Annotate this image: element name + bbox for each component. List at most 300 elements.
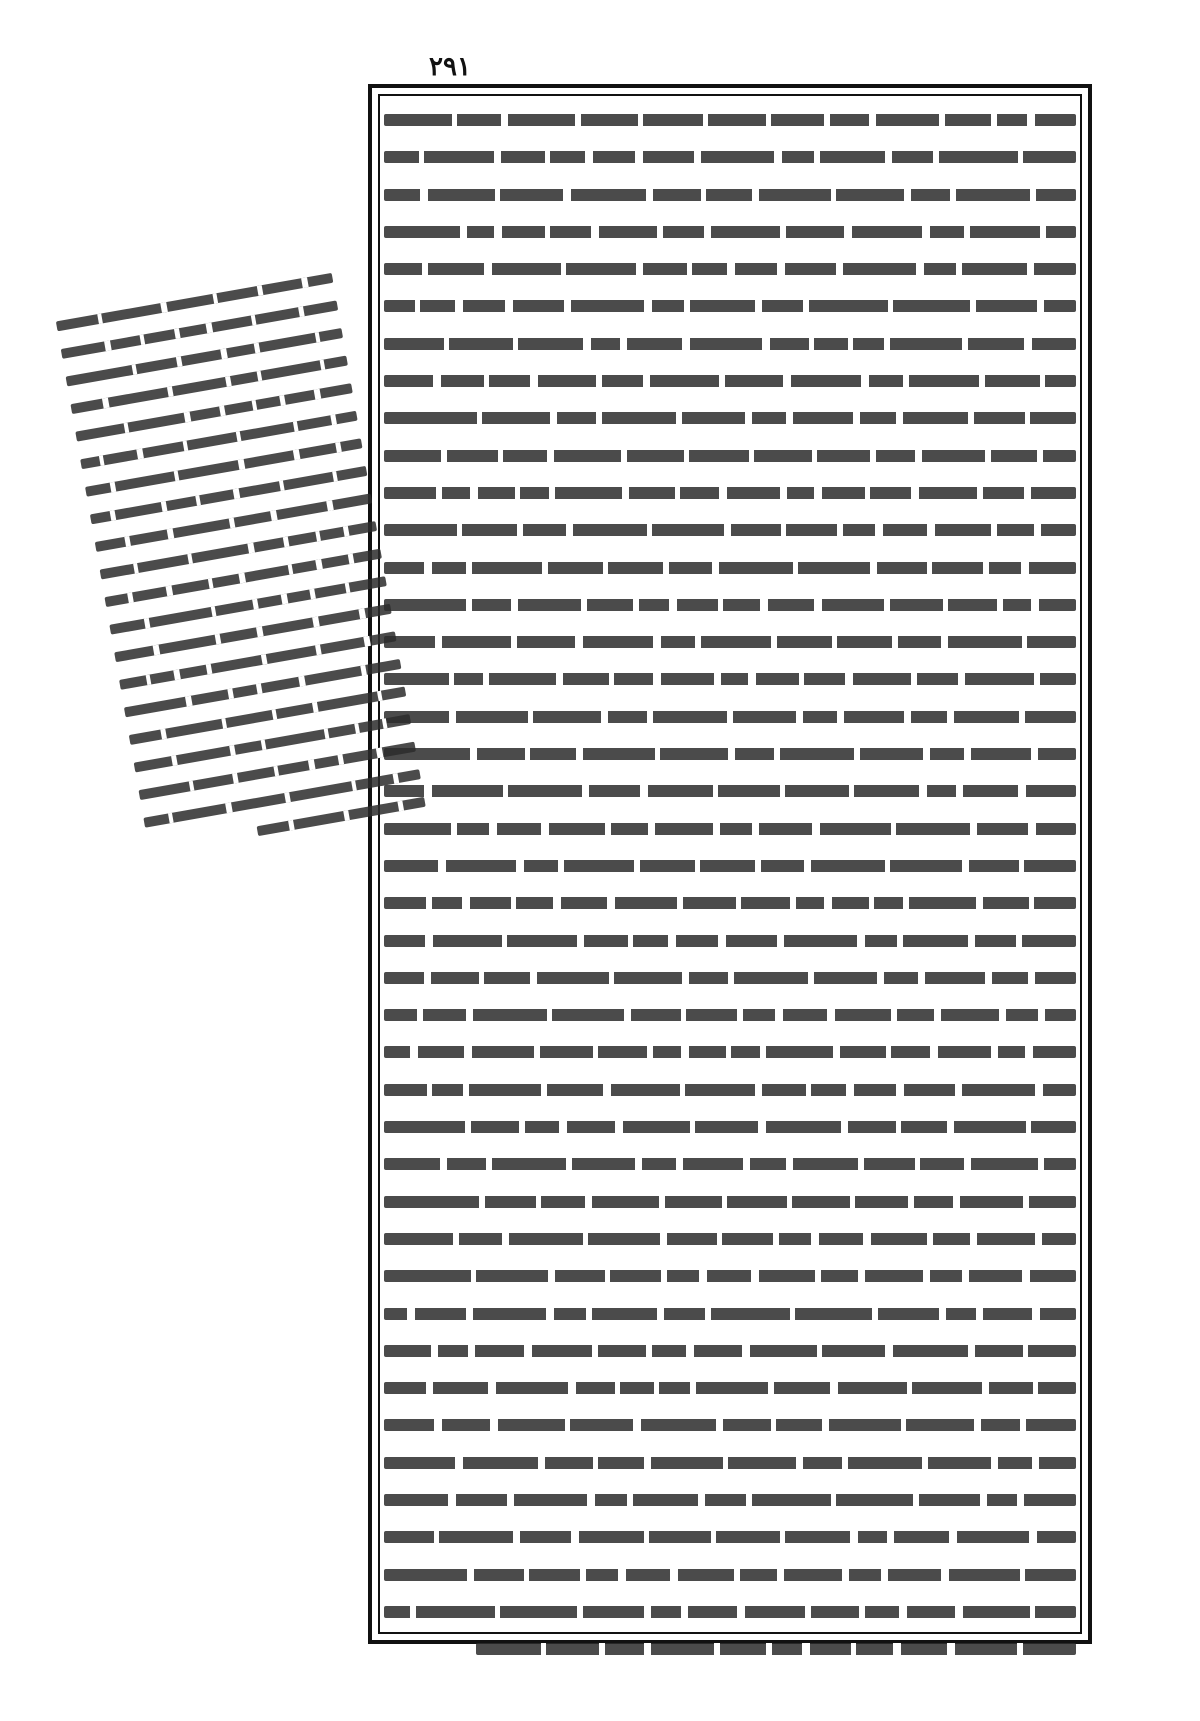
text-line-ink <box>384 785 1076 797</box>
word-gap <box>970 1233 977 1245</box>
word-gap <box>634 860 640 872</box>
word-gap <box>701 189 706 201</box>
word-gap <box>755 860 761 872</box>
word-gap <box>681 1009 686 1021</box>
word-gap <box>760 599 768 611</box>
word-gap <box>824 114 830 126</box>
word-gap <box>607 897 615 909</box>
word-gap <box>486 1158 492 1170</box>
word-gap <box>663 562 669 574</box>
word-gap <box>695 860 700 872</box>
word-gap <box>466 1308 473 1320</box>
word-gap <box>477 412 482 424</box>
word-gap <box>806 1084 811 1096</box>
text-line-ink <box>384 897 1076 909</box>
word-gap <box>548 1270 555 1282</box>
word-gap <box>892 636 898 648</box>
word-gap <box>460 226 467 238</box>
word-gap <box>897 935 903 947</box>
word-gap <box>947 711 954 723</box>
text-line <box>384 326 1076 363</box>
word-gap <box>908 1196 914 1208</box>
word-gap <box>964 226 970 238</box>
word-gap <box>638 114 643 126</box>
text-line-ink <box>384 1308 1076 1320</box>
word-gap <box>722 1196 727 1208</box>
word-gap <box>451 823 457 835</box>
word-gap <box>859 1606 865 1618</box>
word-gap <box>556 673 563 685</box>
word-gap <box>465 1121 471 1133</box>
word-gap <box>581 599 587 611</box>
word-gap <box>742 1345 750 1357</box>
word-gap <box>495 1606 500 1618</box>
word-gap <box>1026 1121 1031 1133</box>
word-gap <box>449 673 454 685</box>
word-gap <box>953 1196 960 1208</box>
word-gap <box>1020 1569 1025 1581</box>
word-gap <box>513 1531 520 1543</box>
word-gap <box>490 1419 498 1431</box>
word-gap <box>580 1569 586 1581</box>
word-gap <box>881 1569 888 1581</box>
word-gap <box>517 524 523 536</box>
word-gap <box>593 1046 598 1058</box>
word-gap <box>911 487 919 499</box>
word-gap <box>836 263 843 275</box>
word-gap <box>644 1531 649 1543</box>
word-gap <box>468 1345 475 1357</box>
word-gap <box>587 1494 595 1506</box>
word-gap <box>440 1158 447 1170</box>
word-gap <box>431 1345 438 1357</box>
word-gap <box>717 1233 722 1245</box>
text-line <box>384 1184 1076 1221</box>
text-line <box>384 550 1076 587</box>
word-gap <box>804 860 811 872</box>
word-gap <box>799 673 804 685</box>
word-gap <box>777 935 784 947</box>
word-gap <box>536 1196 541 1208</box>
word-gap <box>541 1084 547 1096</box>
word-gap <box>547 450 554 462</box>
word-gap <box>704 226 711 238</box>
word-gap <box>927 1233 933 1245</box>
word-gap <box>814 151 820 163</box>
word-gap <box>415 300 420 312</box>
word-gap <box>507 1494 514 1506</box>
word-gap <box>939 114 945 126</box>
word-gap <box>565 1419 570 1431</box>
word-gap <box>968 935 975 947</box>
word-gap <box>466 562 472 574</box>
word-gap <box>705 1308 711 1320</box>
word-gap <box>849 785 854 797</box>
word-gap <box>699 1270 707 1282</box>
text-line-ink <box>384 1569 1076 1581</box>
word-gap <box>1029 1531 1037 1543</box>
word-gap <box>420 189 428 201</box>
word-gap <box>644 1643 651 1655</box>
word-gap <box>676 1158 683 1170</box>
word-gap <box>915 450 922 462</box>
word-gap <box>654 1382 659 1394</box>
word-gap <box>903 897 909 909</box>
word-gap <box>1028 972 1035 984</box>
word-gap <box>726 1046 731 1058</box>
word-gap <box>711 1531 716 1543</box>
word-gap <box>582 785 589 797</box>
word-gap <box>647 711 653 723</box>
word-gap <box>558 860 564 872</box>
word-gap <box>549 487 555 499</box>
word-gap <box>865 487 870 499</box>
word-gap <box>997 599 1003 611</box>
word-gap <box>643 375 650 387</box>
word-gap <box>805 1606 811 1618</box>
text-line <box>384 1258 1076 1295</box>
word-gap <box>723 1457 728 1469</box>
word-gap <box>896 1084 904 1096</box>
word-gap <box>644 300 652 312</box>
word-gap <box>592 1345 598 1357</box>
word-gap <box>780 487 787 499</box>
word-gap <box>457 524 462 536</box>
word-gap <box>780 785 785 797</box>
word-gap <box>605 823 611 835</box>
word-gap <box>541 1643 546 1655</box>
word-gap <box>970 300 976 312</box>
word-gap <box>719 375 725 387</box>
word-gap <box>837 524 843 536</box>
word-gap <box>583 1233 588 1245</box>
word-gap <box>766 114 771 126</box>
text-line <box>384 1072 1076 1109</box>
word-gap <box>884 338 890 350</box>
word-gap <box>635 151 643 163</box>
word-gap <box>923 748 930 760</box>
word-gap <box>786 412 793 424</box>
word-gap <box>621 450 627 462</box>
word-gap <box>1031 748 1038 760</box>
word-gap <box>547 1009 552 1021</box>
text-line <box>384 811 1076 848</box>
word-gap <box>444 338 449 350</box>
text-line <box>384 1333 1076 1370</box>
word-gap <box>609 673 614 685</box>
word-gap <box>564 300 571 312</box>
word-gap <box>1017 1643 1023 1655</box>
word-gap <box>947 1643 955 1655</box>
text-line-ink <box>384 636 1076 648</box>
text-line-ink <box>384 1457 1076 1469</box>
word-gap <box>466 599 472 611</box>
word-gap <box>755 300 762 312</box>
word-gap <box>681 1606 688 1618</box>
word-gap <box>1024 338 1032 350</box>
word-gap <box>466 1009 473 1021</box>
word-gap <box>728 748 735 760</box>
text-line-ink <box>384 1494 1076 1506</box>
word-gap <box>541 823 549 835</box>
word-gap <box>1020 1419 1026 1431</box>
word-gap <box>484 263 492 275</box>
word-gap <box>774 748 780 760</box>
word-gap <box>668 935 676 947</box>
text-line-ink <box>384 189 1076 201</box>
text-line-ink <box>384 487 1076 499</box>
word-gap <box>714 1643 720 1655</box>
text-line <box>384 1296 1076 1333</box>
word-gap <box>844 226 852 238</box>
word-gap <box>787 1196 792 1208</box>
word-gap <box>513 338 518 350</box>
word-gap <box>991 1046 998 1058</box>
word-gap <box>503 785 508 797</box>
word-gap <box>657 226 663 238</box>
word-gap <box>762 338 770 350</box>
word-gap <box>1031 599 1039 611</box>
word-gap <box>814 487 822 499</box>
word-gap <box>837 711 844 723</box>
word-gap <box>690 1121 695 1133</box>
word-gap <box>419 151 424 163</box>
text-line-ink <box>384 1606 1076 1618</box>
word-gap <box>489 823 497 835</box>
word-gap <box>719 487 727 499</box>
word-gap <box>848 338 853 350</box>
word-gap <box>609 972 614 984</box>
word-gap <box>863 1233 871 1245</box>
text-line-ink <box>476 1643 1076 1655</box>
text-line <box>384 438 1076 475</box>
word-gap <box>680 1084 685 1096</box>
word-gap <box>603 1084 611 1096</box>
word-gap <box>976 897 983 909</box>
word-gap <box>985 972 992 984</box>
word-gap <box>991 524 997 536</box>
text-line <box>384 1370 1076 1407</box>
word-gap <box>774 151 782 163</box>
word-gap <box>831 1494 836 1506</box>
word-gap <box>659 1196 665 1208</box>
word-gap <box>484 375 489 387</box>
word-gap <box>933 151 939 163</box>
text-line-ink <box>384 599 1076 611</box>
word-gap <box>949 1531 957 1543</box>
word-gap <box>919 785 927 797</box>
word-gap <box>524 1569 529 1581</box>
word-gap <box>618 1569 626 1581</box>
word-gap <box>1034 673 1040 685</box>
word-gap <box>453 1233 459 1245</box>
word-gap <box>752 823 759 835</box>
word-gap <box>958 673 965 685</box>
word-gap <box>962 860 969 872</box>
text-line <box>384 102 1076 139</box>
word-gap <box>424 972 431 984</box>
word-gap <box>682 972 689 984</box>
word-gap <box>999 1009 1006 1021</box>
word-gap <box>553 897 561 909</box>
word-gap <box>542 562 548 574</box>
word-gap <box>424 562 432 574</box>
word-gap <box>716 1419 723 1431</box>
word-gap <box>968 1345 975 1357</box>
text-line <box>384 1482 1076 1519</box>
word-gap <box>737 1009 743 1021</box>
word-gap <box>983 562 989 574</box>
text-line <box>384 363 1076 400</box>
word-gap <box>869 114 876 126</box>
word-gap <box>781 524 786 536</box>
word-gap <box>511 897 516 909</box>
word-gap <box>857 935 865 947</box>
word-gap <box>991 1457 998 1469</box>
word-gap <box>830 1382 838 1394</box>
text-line <box>384 661 1076 698</box>
word-gap <box>1022 636 1027 648</box>
text-line-ink <box>384 226 1076 238</box>
word-gap <box>939 1308 946 1320</box>
word-gap <box>901 1419 906 1431</box>
word-gap <box>591 226 599 238</box>
word-gap <box>745 412 752 424</box>
word-gap <box>1035 1233 1042 1245</box>
word-gap <box>907 1382 912 1394</box>
word-gap <box>470 748 477 760</box>
word-gap <box>494 151 501 163</box>
word-gap <box>743 1158 750 1170</box>
word-gap <box>734 1569 740 1581</box>
word-gap <box>833 1046 840 1058</box>
word-gap <box>824 897 832 909</box>
word-gap <box>831 189 836 201</box>
word-gap <box>891 823 896 835</box>
word-gap <box>426 897 432 909</box>
text-line <box>384 1146 1076 1183</box>
word-gap <box>502 935 507 947</box>
word-gap <box>771 636 777 648</box>
word-gap <box>648 823 655 835</box>
text-line-ink <box>384 151 1076 163</box>
word-gap <box>786 1158 793 1170</box>
word-gap <box>780 226 786 238</box>
word-gap <box>694 151 701 163</box>
word-gap <box>771 1419 776 1431</box>
word-gap <box>660 1233 667 1245</box>
word-gap <box>550 412 557 424</box>
word-gap <box>1032 1308 1040 1320</box>
word-gap <box>516 860 524 872</box>
word-gap <box>653 636 661 648</box>
word-gap <box>713 785 718 797</box>
word-gap <box>796 1457 803 1469</box>
text-line <box>384 288 1076 325</box>
word-gap <box>968 412 974 424</box>
word-gap <box>964 1158 971 1170</box>
word-gap <box>927 524 935 536</box>
word-gap <box>956 263 962 275</box>
word-gap <box>896 1121 901 1133</box>
text-line-ink <box>384 1121 1076 1133</box>
word-gap <box>888 300 893 312</box>
word-gap <box>884 599 890 611</box>
word-gap <box>755 1084 762 1096</box>
word-gap <box>827 1009 835 1021</box>
word-gap <box>962 1270 969 1282</box>
word-gap <box>615 1121 623 1133</box>
word-gap <box>545 151 550 163</box>
word-gap <box>501 114 508 126</box>
text-line <box>384 736 1076 773</box>
word-gap <box>511 636 517 648</box>
word-gap <box>737 1606 745 1618</box>
word-gap <box>703 114 708 126</box>
word-gap <box>941 636 948 648</box>
word-gap <box>858 1270 865 1282</box>
word-gap <box>615 1382 620 1394</box>
word-gap <box>1038 1158 1044 1170</box>
word-gap <box>885 860 890 872</box>
text-line <box>384 177 1076 214</box>
word-gap <box>498 450 503 462</box>
word-gap <box>686 1345 694 1357</box>
word-gap <box>585 1196 592 1208</box>
word-gap <box>670 1569 678 1581</box>
word-gap <box>427 1084 432 1096</box>
word-gap <box>452 114 457 126</box>
word-gap <box>1018 151 1023 163</box>
word-gap <box>596 412 602 424</box>
text-line <box>384 1221 1076 1258</box>
word-gap <box>1024 487 1031 499</box>
word-gap <box>677 897 683 909</box>
word-gap <box>748 673 756 685</box>
word-gap <box>768 1382 774 1394</box>
word-gap <box>976 1308 983 1320</box>
word-gap <box>760 1046 766 1058</box>
word-gap <box>980 1494 987 1506</box>
text-line <box>384 1519 1076 1556</box>
word-gap <box>775 1009 783 1021</box>
word-gap <box>955 1606 963 1618</box>
word-gap <box>633 599 639 611</box>
word-gap <box>502 1233 509 1245</box>
word-gap <box>812 823 820 835</box>
word-gap <box>628 935 633 947</box>
word-gap <box>575 114 581 126</box>
word-gap <box>991 114 997 126</box>
text-line <box>384 1407 1076 1444</box>
text-line <box>384 997 1076 1034</box>
word-gap <box>802 1643 810 1655</box>
text-line-ink <box>384 1419 1076 1431</box>
text-line <box>384 624 1076 661</box>
word-gap <box>1021 562 1029 574</box>
word-gap <box>462 897 470 909</box>
word-gap <box>930 1046 938 1058</box>
word-gap <box>495 189 500 201</box>
word-gap <box>793 562 798 574</box>
text-line <box>384 1557 1076 1594</box>
text-line <box>384 251 1076 288</box>
word-gap <box>822 1419 829 1431</box>
word-gap <box>1027 263 1034 275</box>
text-line-ink <box>384 114 1076 126</box>
word-gap <box>815 1270 821 1282</box>
word-gap <box>1019 711 1025 723</box>
